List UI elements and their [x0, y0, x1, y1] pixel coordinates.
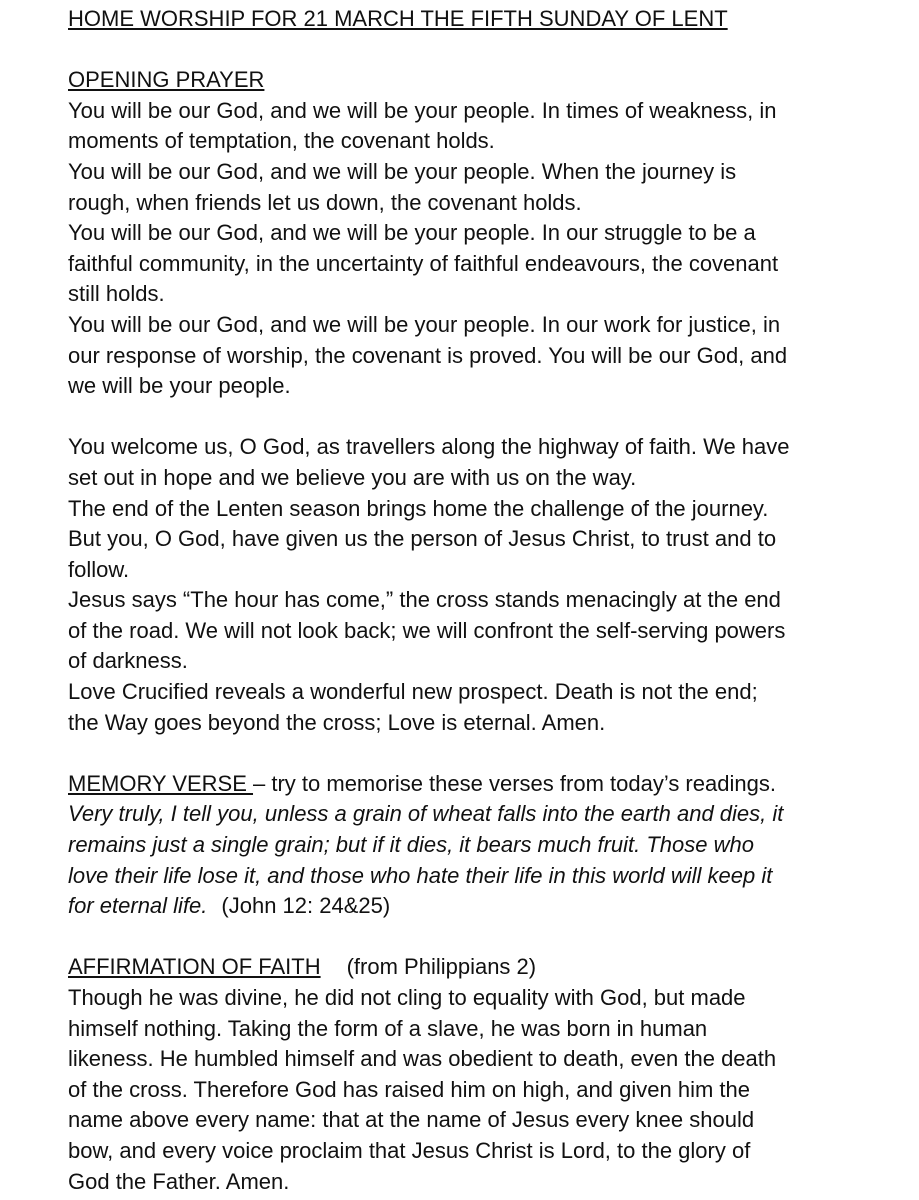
prayer-line: set out in hope and we believe you are with us on the way. [68, 464, 637, 490]
affirmation-heading-line [68, 952, 898, 983]
memory-verse-heading: MEMORY VERSE [68, 770, 254, 796]
prayer-line: The end of the Lenten season brings home the challenge of the journey. [68, 495, 769, 521]
memory-verse-intro-line [68, 769, 898, 800]
prayer-line: we will be your people. [68, 373, 291, 399]
prayer-line: the Way goes beyond the cross; Love is eternal. Amen. [68, 709, 606, 735]
spacer [68, 922, 898, 953]
memory-verse-intro: – try to memorise these verses from today’s readings. [253, 770, 776, 796]
memory-verse-line: Very truly, I tell you, unless a grain of wheat falls into the earth and dies, it [68, 801, 784, 827]
prayer-line: You welcome us, O God, as travellers along the highway of faith. We have [68, 434, 790, 460]
prayer-line: You will be our God, and we will be your people. In our struggle to be a [68, 220, 756, 246]
spacer [68, 402, 898, 433]
prayer-line: of the road. We will not look back; we will confront the self-serving powers [68, 617, 786, 643]
prayer-line: You will be our God, and we will be your people. In our work for justice, in [68, 311, 781, 337]
memory-verse-reference: (John 12: 24&25) [221, 893, 391, 919]
prayer-line: still holds. [68, 281, 165, 307]
prayer-line: rough, when friends let us down, the covenant holds. [68, 189, 582, 215]
affirmation-heading: AFFIRMATION OF FAITH [68, 954, 321, 980]
spacer [68, 738, 898, 769]
affirmation-line: name above every name: that at the name of Jesus every knee should [68, 1107, 755, 1133]
spacer [68, 35, 898, 66]
prayer-line: faithful community, in the uncertainty of faithful endeavours, the covenant [68, 250, 779, 276]
memory-verse-line: love their life lose it, and those who hate their life in this world will keep it [68, 862, 773, 888]
document-page [68, 4, 898, 1197]
affirmation-line: likeness. He humbled himself and was obedient to death, even the death [68, 1046, 777, 1072]
affirmation-line: bow, and every voice proclaim that Jesus Christ is Lord, to the glory of [68, 1137, 751, 1163]
prayer-line: You will be our God, and we will be your people. In times of weakness, in [68, 97, 777, 123]
prayer-line: Love Crucified reveals a wonderful new prospect. Death is not the end; [68, 679, 758, 705]
affirmation-line: Though he was divine, he did not cling to equality with God, but made [68, 985, 746, 1010]
prayer-line: moments of temptation, the covenant holds. [68, 128, 495, 154]
memory-verse-line: for eternal life. [68, 893, 208, 919]
affirmation-line: God the Father. Amen. [68, 1168, 290, 1194]
prayer-line: But you, O God, have given us the person of Jesus Christ, to trust and to [68, 526, 777, 552]
affirmation-line: of the cross. Therefore God has raised him on high, and given him the [68, 1076, 750, 1102]
prayer-line: You will be our God, and we will be your people. When the journey is [68, 158, 737, 184]
prayer-line: our response of worship, the covenant is proved. You will be our God, and [68, 342, 788, 368]
prayer-line: Jesus says “The hour has come,” the cross stands menacingly at the end [68, 587, 781, 613]
prayer-line: of darkness. [68, 648, 188, 674]
affirmation-line: himself nothing. Taking the form of a slave, he was born in human [68, 1015, 708, 1041]
affirmation-source: (from Philippians 2) [346, 954, 537, 980]
opening-prayer-heading: OPENING PRAYER [68, 67, 265, 93]
memory-verse-line: remains just a single grain; but if it dies, it bears much fruit. Those who [68, 832, 754, 858]
memory-verse-last-line [68, 891, 898, 922]
document-title: HOME WORSHIP FOR 21 MARCH THE FIFTH SUNDAY OF LENT [68, 6, 728, 31]
prayer-line: follow. [68, 556, 130, 582]
